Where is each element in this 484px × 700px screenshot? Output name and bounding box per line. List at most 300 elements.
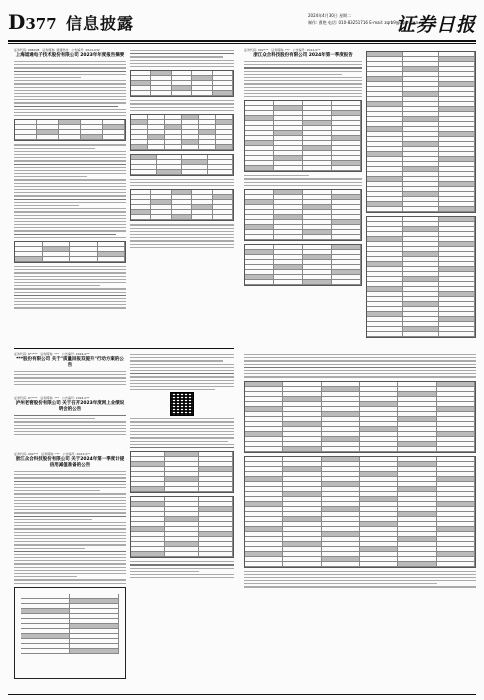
table-cell: [165, 130, 182, 134]
text-line: [130, 571, 199, 572]
text-line: [244, 87, 362, 88]
text-line: [14, 215, 126, 216]
table-cell: [172, 91, 192, 95]
table-cell: [322, 457, 360, 461]
table-cell: [367, 202, 403, 206]
text-line: [14, 218, 126, 219]
text-line: [14, 506, 126, 507]
data-table: [14, 241, 126, 263]
table-cell: [165, 502, 199, 506]
table-cell: [439, 82, 475, 86]
text-line: [14, 148, 95, 149]
table-cell: [131, 497, 165, 501]
text-line: [14, 471, 126, 472]
table-cell: [165, 457, 199, 461]
table-cell: [245, 432, 283, 436]
table-cell: [131, 542, 165, 546]
table-row: [131, 215, 233, 220]
table-cell: [151, 190, 171, 194]
table-cell: [81, 125, 103, 129]
text-line: [14, 154, 126, 155]
data-table: [244, 456, 476, 568]
table-cell: [360, 557, 398, 561]
table-cell: [398, 547, 436, 551]
table-cell: [151, 76, 171, 80]
table-cell: [439, 247, 475, 251]
table-cell: [216, 145, 233, 149]
text-line: [130, 360, 223, 361]
text-line: [244, 175, 309, 176]
table-cell: [398, 492, 436, 496]
table-cell: [360, 437, 398, 441]
table-cell: [131, 547, 165, 551]
text-line: [130, 561, 234, 562]
table-cell: [303, 151, 332, 155]
table-cell: [367, 182, 403, 186]
table-cell: [398, 557, 436, 561]
table-cell: [199, 120, 216, 124]
text-line: [14, 87, 126, 88]
table-cell: [213, 190, 233, 194]
notice-annual-report-continued: [130, 48, 234, 378]
table-cell: [367, 257, 403, 261]
table-cell: [245, 562, 283, 566]
table-cell: [98, 247, 126, 251]
table-cell: [245, 146, 274, 150]
table-cell: [398, 412, 436, 416]
table-cell: [216, 115, 233, 119]
table-cell: [403, 227, 439, 231]
table-cell: [367, 87, 403, 91]
table-cell: [437, 527, 475, 531]
table-cell: [131, 532, 165, 536]
table-cell: [274, 195, 303, 199]
notice-meta: 证券代码: 688208 证券简称: 道通科技 公告编号: 2024-032: [14, 48, 100, 52]
table-cell: [245, 412, 283, 416]
page-code: [8, 10, 57, 36]
table-cell: [131, 81, 151, 85]
text-line: [244, 577, 476, 578]
table-cell: [283, 402, 321, 406]
signature-box: [14, 587, 126, 679]
table-cell: [439, 97, 475, 101]
table-cell: [283, 547, 321, 551]
text-line: [130, 370, 234, 371]
table-cell: [332, 126, 361, 130]
text-line: [130, 234, 234, 235]
table-cell: [303, 156, 332, 160]
table-cell: [245, 101, 274, 105]
text-line: [14, 93, 126, 94]
table-cell: [165, 522, 199, 526]
table-cell: [199, 452, 233, 456]
table-cell: [245, 106, 274, 110]
table-cell: [199, 472, 233, 476]
table-cell: [131, 91, 151, 95]
table-cell: [245, 477, 283, 481]
text-line: [130, 418, 234, 419]
table-cell: [131, 527, 165, 531]
table-cell: [172, 215, 192, 219]
text-line: [130, 354, 234, 355]
table-cell: [303, 215, 332, 219]
table-cell: [165, 552, 199, 556]
table-cell: [403, 82, 439, 86]
table-cell: [437, 562, 475, 566]
section-title: 信息披露: [66, 14, 135, 33]
table-cell: [403, 267, 439, 271]
table-cell: [403, 257, 439, 261]
table-cell: [322, 412, 360, 416]
table-cell: [367, 72, 403, 76]
table-cell: [165, 542, 199, 546]
text-line: [130, 389, 215, 390]
table-cell: [322, 502, 360, 506]
table-cell: [367, 137, 403, 141]
table-cell: [303, 255, 332, 259]
table-cell: [437, 497, 475, 501]
table-cell: [245, 141, 274, 145]
text-line: [130, 50, 234, 51]
text-line: [14, 266, 126, 267]
table-cell: [274, 131, 303, 135]
table-cell: [283, 472, 321, 476]
text-line: [14, 576, 77, 577]
text-line: [14, 583, 126, 584]
table-cell: [165, 472, 199, 476]
table-cell: [367, 262, 403, 266]
table-cell: [131, 170, 157, 174]
table-cell: [367, 272, 403, 276]
table-cell: [439, 122, 475, 126]
table-cell: [403, 252, 439, 256]
text-line: [14, 183, 126, 184]
table-cell: [151, 215, 171, 219]
table-cell: [322, 382, 360, 386]
table-cell: [283, 467, 321, 471]
table-cell: [245, 462, 283, 466]
text-line: [130, 373, 234, 374]
table-row: [131, 91, 233, 96]
table-cell: [437, 437, 475, 441]
table-cell: [360, 517, 398, 521]
table-cell: [303, 131, 332, 135]
table-cell: [245, 517, 283, 521]
table-row: [245, 562, 475, 567]
text-line: [244, 574, 476, 575]
table-cell: [322, 562, 360, 566]
table-cell: [131, 457, 165, 461]
table-cell: [322, 397, 360, 401]
table-cell: [367, 77, 403, 81]
table-cell: [437, 482, 475, 486]
text-line: [14, 477, 126, 478]
table-cell: [398, 457, 436, 461]
table-cell: [70, 242, 98, 246]
table-cell: [322, 537, 360, 541]
text-line: [14, 298, 126, 299]
table-cell: [192, 210, 212, 214]
text-line: [14, 80, 126, 81]
table-cell: [103, 125, 125, 129]
table-cell: [148, 130, 165, 134]
table-cell: [165, 512, 199, 516]
table-cell: [245, 427, 283, 431]
table-cell: [332, 136, 361, 140]
table-cell: [15, 257, 43, 261]
table-cell: [245, 225, 274, 229]
text-line: [14, 67, 126, 68]
table-cell: [274, 265, 303, 269]
table-cell: [367, 127, 403, 131]
table-cell: [398, 417, 436, 421]
table-row: [367, 332, 475, 337]
table-cell: [367, 177, 403, 181]
table-cell: [199, 552, 233, 556]
text-line: [244, 364, 476, 365]
table-cell: [367, 282, 403, 286]
table-cell: [322, 517, 360, 521]
table-cell: [70, 644, 119, 648]
table-cell: [213, 81, 233, 85]
table-cell: [437, 412, 475, 416]
table-cell: [15, 130, 37, 134]
table-cell: [360, 522, 398, 526]
table-cell: [439, 182, 475, 186]
table-cell: [367, 52, 403, 56]
text-line: [14, 487, 126, 488]
table-cell: [283, 387, 321, 391]
table-cell: [283, 497, 321, 501]
table-cell: [283, 502, 321, 506]
notice-meta: 证券代码: 002*** 证券简称: *** 公告编号: 2024-0**: [14, 452, 91, 456]
notice-title: 泸州老窖股份有限公司 关于召开2023年度网上业绩说明会的公告: [15, 401, 125, 412]
data-table: [130, 70, 234, 97]
table-cell: [21, 604, 70, 608]
table-cell: [59, 135, 81, 139]
table-cell: [367, 57, 403, 61]
data-table: [244, 100, 362, 172]
table-cell: [439, 137, 475, 141]
text-line: [14, 157, 126, 158]
text-line: [14, 528, 126, 529]
text-line: [14, 548, 85, 549]
notice-meta: 证券代码: 6***** 证券简称: *** 公告编号: 2024-0**: [14, 352, 90, 356]
table-cell: [322, 462, 360, 466]
table-cell: [245, 205, 274, 209]
table-cell: [439, 77, 475, 81]
table-cell: [403, 77, 439, 81]
table-cell: [245, 402, 283, 406]
table-cell: [165, 452, 199, 456]
table-cell: [332, 235, 361, 239]
table-cell: [245, 482, 283, 486]
table-cell: [367, 82, 403, 86]
text-line: [14, 230, 126, 231]
table-cell: [165, 125, 182, 129]
table-cell: [165, 517, 199, 521]
table-cell: [360, 527, 398, 531]
table-cell: [21, 649, 70, 653]
text-line: [244, 74, 342, 75]
table-cell: [332, 195, 361, 199]
data-table: [130, 496, 234, 558]
table-cell: [172, 210, 192, 214]
table-cell: [403, 117, 439, 121]
text-line: [14, 96, 126, 97]
table-cell: [274, 126, 303, 130]
table-cell: [439, 237, 475, 241]
table-cell: [245, 151, 274, 155]
table-cell: [192, 71, 212, 75]
table-cell: [367, 222, 403, 226]
table-cell: [245, 487, 283, 491]
table-cell: [437, 382, 475, 386]
table-cell: [131, 155, 157, 159]
text-line: [14, 573, 126, 574]
table-cell: [182, 140, 199, 144]
table-cell: [283, 432, 321, 436]
table-cell: [151, 205, 171, 209]
text-line: [130, 367, 234, 368]
table-cell: [131, 507, 165, 511]
table-cell: [192, 195, 212, 199]
text-line: [14, 269, 126, 270]
text-block: [244, 571, 476, 588]
table-cell: [403, 197, 439, 201]
table-cell: [439, 62, 475, 66]
text-line: [14, 567, 126, 568]
table-cell: [403, 52, 439, 56]
table-cell: [437, 427, 475, 431]
table-cell: [322, 522, 360, 526]
text-line: [14, 544, 126, 545]
table-cell: [165, 115, 182, 119]
table-cell: [283, 562, 321, 566]
table-cell: [437, 487, 475, 491]
table-cell: [21, 609, 70, 613]
table-cell: [360, 457, 398, 461]
table-cell: [103, 120, 125, 124]
table-cell: [70, 604, 119, 608]
table-cell: [303, 190, 332, 194]
table-cell: [303, 111, 332, 115]
table-cell: [322, 427, 360, 431]
table-cell: [148, 125, 165, 129]
newspaper-logo: 证券日报: [395, 14, 476, 36]
table-cell: [437, 547, 475, 551]
table-cell: [439, 87, 475, 91]
table-cell: [165, 527, 199, 531]
text-line: [14, 431, 126, 432]
text-line: [14, 199, 126, 200]
text-line: [130, 425, 234, 426]
text-line: [14, 307, 126, 308]
table-cell: [439, 202, 475, 206]
table-cell: [332, 101, 361, 105]
table-cell: [437, 402, 475, 406]
table-cell: [245, 220, 274, 224]
table-cell: [283, 517, 321, 521]
table-cell: [439, 187, 475, 191]
text-line: [14, 189, 126, 190]
table-cell: [360, 492, 398, 496]
table-cell: [367, 332, 403, 336]
text-line: [130, 56, 223, 57]
table-cell: [199, 130, 216, 134]
table-cell: [131, 195, 151, 199]
text-line: [14, 292, 126, 293]
table-cell: [403, 92, 439, 96]
table-cell: [151, 86, 171, 90]
table-cell: [332, 156, 361, 160]
table-cell: [182, 120, 199, 124]
table-cell: [303, 136, 332, 140]
table-cell: [322, 482, 360, 486]
text-line: [130, 231, 234, 232]
table-cell: [360, 402, 398, 406]
text-line: [130, 240, 234, 241]
table-cell: [208, 155, 234, 159]
table-cell: [360, 392, 398, 396]
table-cell: [182, 130, 199, 134]
table-cell: [81, 135, 103, 139]
table-cell: [131, 210, 151, 214]
table-cell: [148, 140, 165, 144]
table-cell: [303, 260, 332, 264]
table-cell: [303, 250, 332, 254]
table-cell: [322, 417, 360, 421]
table-cell: [403, 152, 439, 156]
text-line: [14, 493, 126, 494]
table-cell: [322, 557, 360, 561]
table-cell: [213, 215, 233, 219]
text-line: [14, 179, 126, 180]
table-cell: [148, 120, 165, 124]
data-table: [130, 114, 234, 151]
table-cell: [439, 257, 475, 261]
table-cell: [367, 232, 403, 236]
page-letter: D: [8, 10, 26, 34]
text-line: [244, 357, 476, 358]
table-cell: [360, 537, 398, 541]
text-line: [14, 109, 126, 110]
text-block: [130, 179, 234, 187]
text-line: [130, 431, 234, 432]
table-cell: [303, 230, 332, 234]
table-cell: [245, 136, 274, 140]
table-cell: [199, 467, 233, 471]
table-cell: [283, 442, 321, 446]
table-cell: [322, 392, 360, 396]
text-line: [14, 144, 126, 145]
table-cell: [70, 649, 119, 653]
text-line: [130, 380, 234, 381]
table-cell: [398, 422, 436, 426]
table-cell: [332, 121, 361, 125]
table-cell: [165, 145, 182, 149]
table-cell: [439, 272, 475, 276]
table-cell: [15, 252, 43, 256]
table-cell: [245, 275, 274, 279]
table-cell: [245, 255, 274, 259]
table-cell: [439, 57, 475, 61]
table-cell: [283, 542, 321, 546]
text-line: [14, 224, 126, 225]
table-cell: [98, 242, 126, 246]
table-cell: [37, 135, 59, 139]
text-line: [244, 367, 476, 368]
